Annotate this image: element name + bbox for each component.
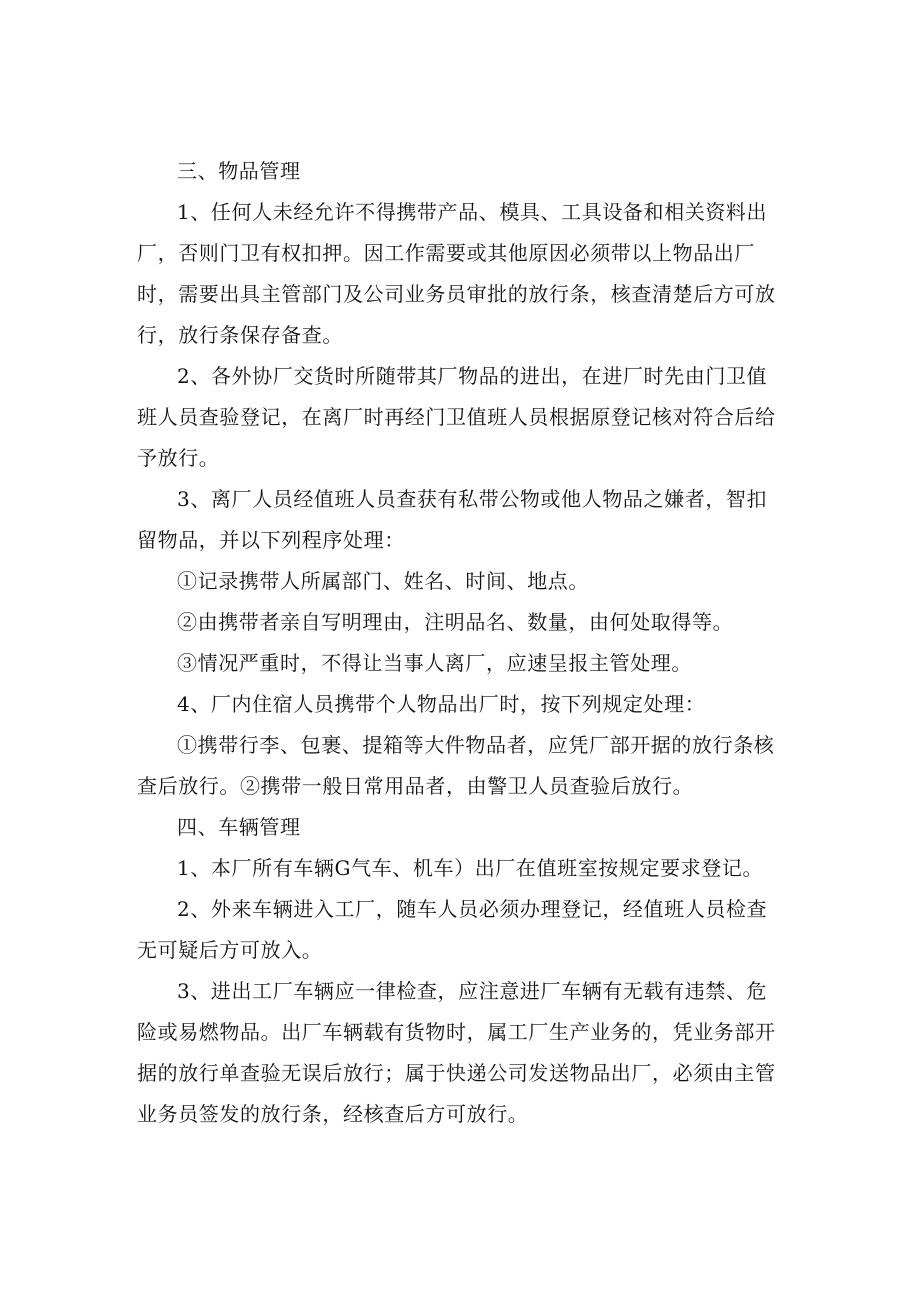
goods-rule-3-step-2: ②由携带者亲自写明理由，注明品名、数量，由何处取得等。: [177, 610, 734, 634]
goods-rule-3-step-1: ①记录携带人所属部门、姓名、时间、地点。: [177, 569, 589, 593]
section-heading-vehicles: 四、车辆管理: [177, 815, 301, 839]
document-body: [137, 151, 785, 1135]
vehicle-rule-3: 3、进出工厂车辆应一律检查，应注意进厂车辆有无载有违禁、危险或易燃物品。出厂车辆载有货物时，属工厂生产业务的，凭业务部开据的放行单查验无误后放行；属于快递公司发送物品出厂，必须由主管业务员签发的放行条，经核查后方可放行。: [137, 979, 776, 1126]
goods-rule-3-step-3: ③情况严重时，不得让当事人离厂，应速呈报主管处理。: [177, 651, 692, 675]
vehicle-rule-1: 1、本厂所有车辆G气车、机车）出厂在值班室按规定要求登记。: [177, 856, 764, 880]
goods-rule-3: 3、离厂人员经值班人员查获有私带公物或他人物品之嫌者，智扣留物品，并以下列程序处理：: [137, 487, 768, 552]
goods-rule-4: 4、厂内住宿人员携带个人物品出厂时，按下列规定处理：: [177, 692, 706, 716]
vehicle-rule-2: 2、外来车辆进入工厂，随车人员必须办理登记，经值班人员检查无可疑后方可放入。: [137, 897, 768, 962]
goods-rule-4-details: ①携带行李、包裹、提箱等大件物品者，应凭厂部开据的放行条核查后放行。②携带一般日常用品者，由警卫人员查验后放行。: [137, 733, 775, 798]
goods-rule-1: 1、任何人未经允许不得携带产品、模具、工具设备和相关资料出厂，否则门卫有权扣押。因工作需要或其他原因必须带以上物品出厂时，需要出具主管部门及公司业务员审批的放行条，核查清楚后方可放行，放行条保存备查。: [137, 200, 776, 347]
goods-rule-2: 2、各外协厂交货时所随带其厂物品的进出，在进厂时先由门卫值班人员查验登记，在离厂时再经门卫值班人员根据原登记核对符合后给予放行。: [137, 364, 776, 470]
section-heading-goods: 三、物品管理: [177, 159, 301, 183]
